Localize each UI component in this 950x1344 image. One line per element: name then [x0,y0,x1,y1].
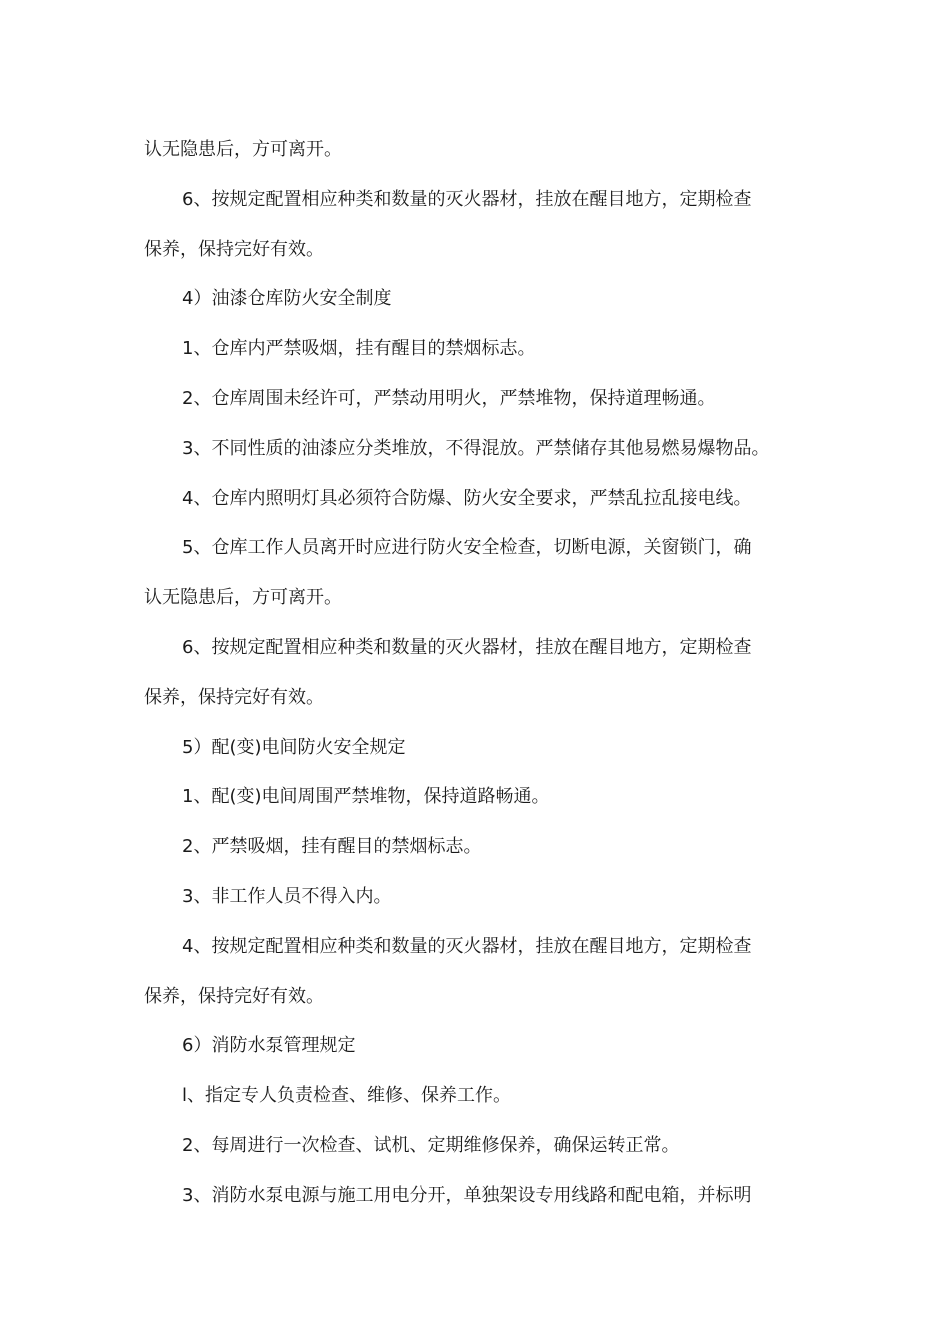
text-line: 3、不同性质的油漆应分类堆放，不得混放。严禁储存其他易燃易爆物品。 [182,437,770,459]
text-line: 保养，保持完好有效。 [144,686,324,708]
text-line: 保养，保持完好有效。 [144,985,324,1007]
text-line: 认无隐患后，方可离开。 [144,587,342,609]
text-line: 2、严禁吸烟，挂有醒目的禁烟标志。 [182,836,482,858]
text-line: 2、每周进行一次检查、试机、定期维修保养，确保运转正常。 [182,1134,680,1156]
text-line: 3、非工作人员不得入内。 [182,885,392,907]
text-line: 4、仓库内照明灯具必须符合防爆、防火安全要求，严禁乱拉乱接电线。 [182,487,752,509]
text-line: 4）油漆仓库防火安全制度 [182,288,392,310]
text-line: 认无隐患后，方可离开。 [144,139,342,160]
text-line: 6、按规定配置相应种类和数量的灭火器材，挂放在醒目地方，定期检查 [182,188,752,210]
text-line: 6）消防水泵管理规定 [182,1035,356,1057]
text-line: 5）配(变)电间防火安全规定 [182,736,406,758]
text-line: 1、配(变)电间周围严禁堆物，保持道路畅通。 [182,786,550,808]
text-line: 2、仓库周围未经许可，严禁动用明火，严禁堆物，保持道理畅通。 [182,387,716,409]
text-line: 5、仓库工作人员离开时应进行防火安全检查，切断电源，关窗锁门，确 [182,537,752,559]
text-line: 保养，保持完好有效。 [144,238,324,260]
text-line: 6、按规定配置相应种类和数量的灭火器材，挂放在醒目地方，定期检查 [182,636,752,658]
text-line: 1、仓库内严禁吸烟，挂有醒目的禁烟标志。 [182,338,536,360]
text-line: l、指定专人负责检查、维修、保养工作。 [182,1085,511,1107]
document-body [144,125,808,1221]
text-line: 3、消防水泵电源与施工用电分开，单独架设专用线路和配电箱，并标明 [182,1184,752,1206]
text-line: 4、按规定配置相应种类和数量的灭火器材，挂放在醒目地方，定期检查 [182,935,752,957]
